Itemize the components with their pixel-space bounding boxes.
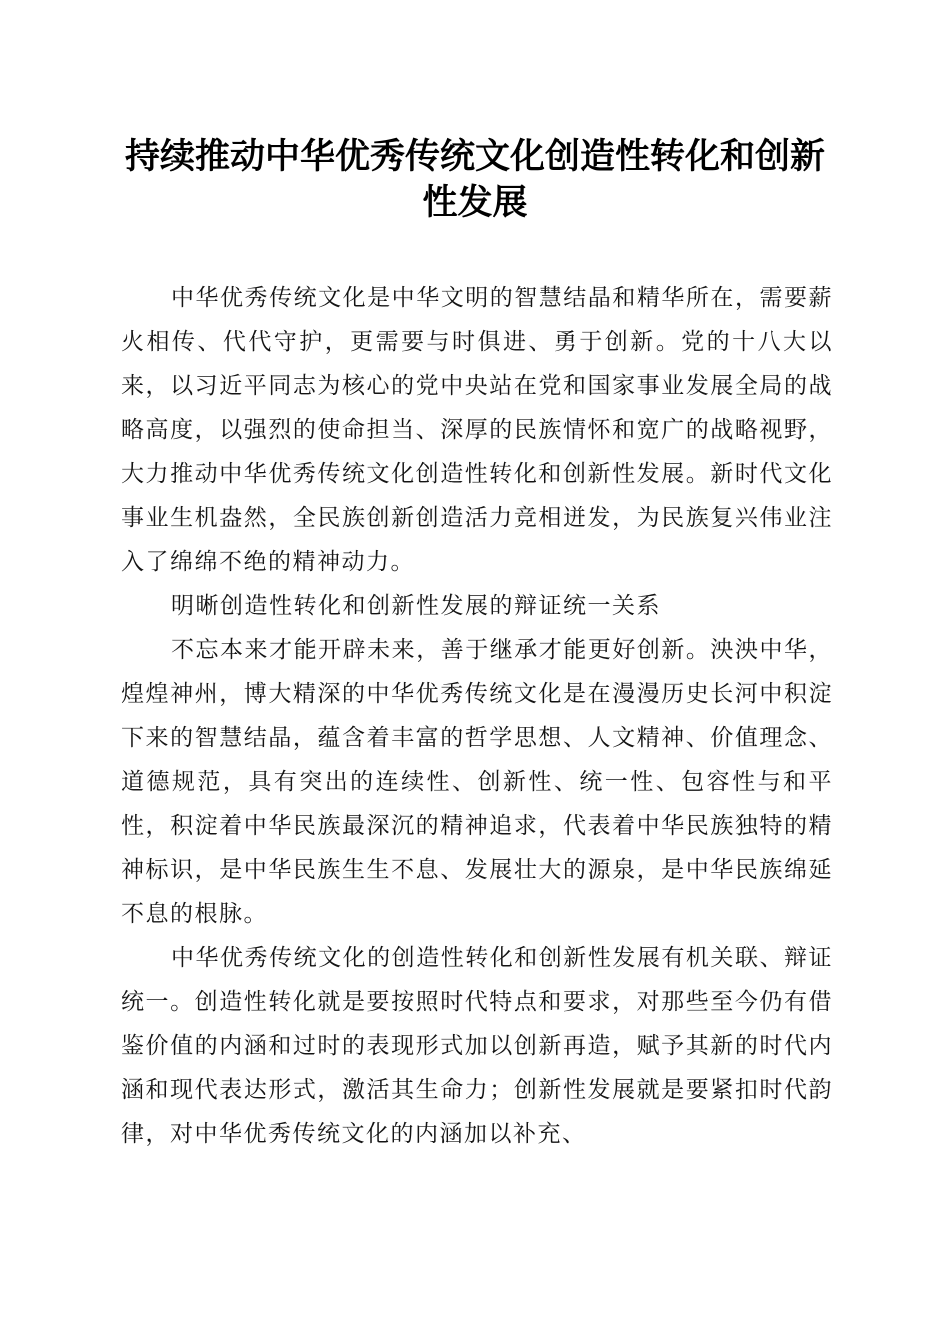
document-body	[121, 276, 833, 1156]
paragraph-intro: 中华优秀传统文化是中华文明的智慧结晶和精华所在，需要薪火相传、代代守护，更需要与时俱进、勇于创新。党的十八大以来，以习近平同志为核心的党中央站在党和国家事业发展全局的战略高度，以强烈的使命担当、深厚的民族情怀和宽广的战略视野，大力推动中华优秀传统文化创造性转化和创新性发展。新时代文化事业生机盎然，全民族创新创造活力竞相迸发，为民族复兴伟业注入了绵绵不绝的精神动力。	[121, 285, 833, 575]
document-title: 持续推动中华优秀传统文化创造性转化和创新性发展	[124, 136, 825, 223]
paragraph-dialectic: 中华优秀传统文化的创造性转化和创新性发展有机关联、辩证统一。创造性转化就是要按照时代特点和要求，对那些至今仍有借鉴价值的内涵和过时的表现形式加以创新再造，赋予其新的时代内涵和现代表达形式，激活其生命力；创新性发展就是要紧扣时代韵律，对中华优秀传统文化的内涵加以补充、	[121, 945, 833, 1147]
paragraph-heritage: 不忘本来才能开辟未来，善于继承才能更好创新。泱泱中华，煌煌神州，博大精深的中华优秀传统文化是在漫漫历史长河中积淀下来的智慧结晶，蕴含着丰富的哲学思想、人文精神、价值理念、道德规范，具有突出的连续性、创新性、统一性、包容性与和平性，积淀着中华民族最深沉的精神追求，代表着中华民族独特的精神标识，是中华民族生生不息、发展壮大的源泉，是中华民族绵延不息的根脉。	[121, 637, 833, 927]
section-heading: 明晰创造性转化和创新性发展的辩证统一关系	[171, 593, 661, 619]
